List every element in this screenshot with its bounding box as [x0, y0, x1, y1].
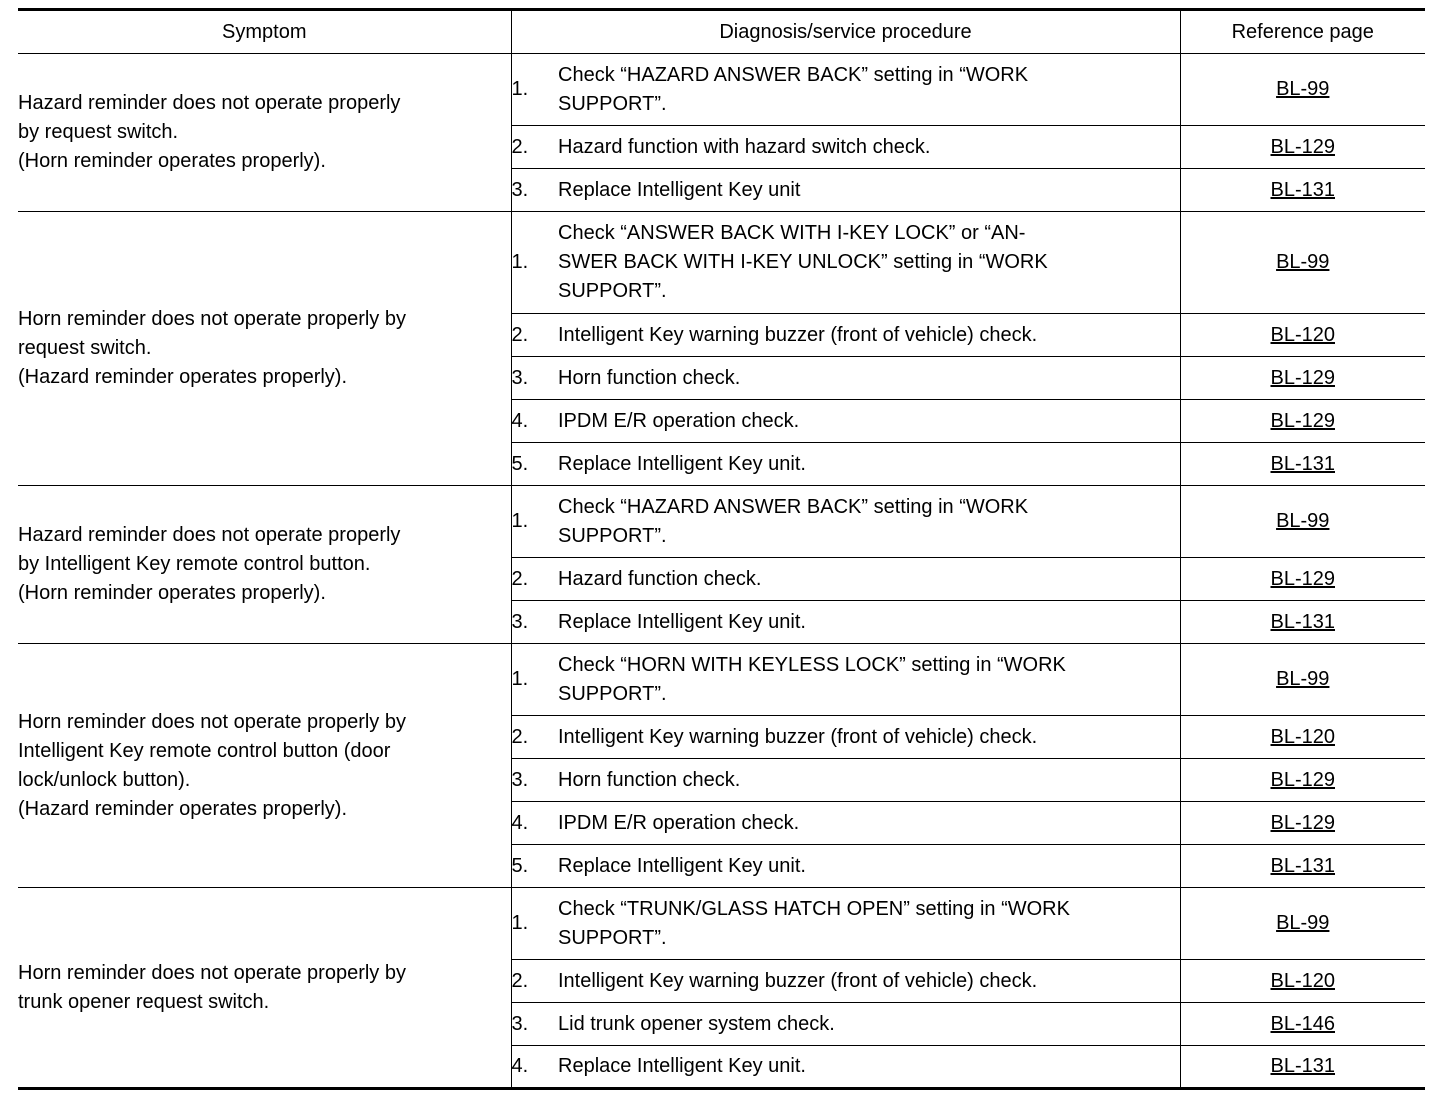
procedure-cell: [558, 54, 1180, 126]
procedure-line: Replace Intelligent Key unit: [558, 178, 801, 201]
procedure-line: Check “TRUNK/GLASS HATCH OPEN” setting in “WORK: [558, 897, 1070, 920]
symptom-line: by request switch.: [18, 121, 179, 143]
procedure-cell: [558, 212, 1180, 314]
step-number: 1.: [511, 212, 558, 314]
symptom-line: Hazard reminder does not operate properly: [18, 524, 401, 546]
reference-link[interactable]: BL-129: [1270, 768, 1335, 791]
symptom-line: (Horn reminder operates properly).: [18, 582, 326, 604]
procedure-line: Check “ANSWER BACK WITH I-KEY LOCK” or “AN-: [558, 222, 1026, 244]
step-number: 2.: [511, 126, 558, 169]
procedure-line: Lid trunk opener system check.: [558, 1012, 835, 1035]
procedure-cell: [558, 960, 1180, 1003]
procedure-cell: [558, 126, 1180, 169]
symptom-line: Intelligent Key remote control button (door: [18, 739, 391, 762]
step-number: 4.: [511, 802, 558, 845]
symptom-cell: [18, 54, 511, 212]
reference-cell: [1180, 443, 1425, 486]
procedure-cell: [558, 845, 1180, 888]
reference-link[interactable]: BL-129: [1270, 567, 1335, 590]
reference-link[interactable]: BL-99: [1276, 510, 1330, 532]
table-row: [18, 888, 1425, 960]
procedure-line: Hazard function check.: [558, 567, 762, 590]
reference-cell: [1180, 400, 1425, 443]
procedure-line: Check “HAZARD ANSWER BACK” setting in “WORK: [558, 495, 1029, 518]
reference-cell: [1180, 759, 1425, 802]
symptom-line: lock/unlock button).: [18, 768, 191, 791]
reference-cell: [1180, 644, 1425, 716]
table-row: [18, 644, 1425, 716]
reference-link[interactable]: BL-99: [1276, 78, 1330, 100]
symptom-line: by Intelligent Key remote control button.: [18, 553, 371, 575]
reference-cell: [1180, 845, 1425, 888]
procedure-line: Horn function check.: [558, 768, 741, 791]
symptom-cell: [18, 888, 511, 1089]
procedure-cell: [558, 1046, 1180, 1089]
reference-cell: [1180, 54, 1425, 126]
symptom-line: Horn reminder does not operate properly by: [18, 308, 406, 330]
procedure-cell: [558, 601, 1180, 644]
procedure-cell: [558, 357, 1180, 400]
diagnosis-table: [18, 8, 1425, 1090]
reference-link[interactable]: BL-129: [1270, 366, 1335, 389]
symptom-line: (Hazard reminder operates properly).: [18, 366, 348, 388]
table-row: [18, 486, 1425, 558]
table-body: [18, 54, 1425, 1089]
procedure-cell: [558, 1003, 1180, 1046]
reference-cell: [1180, 126, 1425, 169]
reference-link[interactable]: BL-99: [1276, 668, 1330, 690]
step-number: 5.: [511, 443, 558, 486]
procedure-line: Intelligent Key warning buzzer (front of vehicle) check.: [558, 969, 1038, 992]
procedure-line: Replace Intelligent Key unit.: [558, 452, 806, 475]
procedure-cell: [558, 716, 1180, 759]
reference-cell: [1180, 169, 1425, 212]
reference-link[interactable]: BL-120: [1270, 323, 1335, 346]
reference-link[interactable]: BL-131: [1270, 1055, 1335, 1077]
procedure-line: SWER BACK WITH I-KEY UNLOCK” setting in “WORK: [558, 251, 1048, 273]
procedure-line: SUPPORT”.: [558, 682, 667, 705]
step-number: 2.: [511, 314, 558, 357]
reference-link[interactable]: BL-146: [1270, 1012, 1335, 1035]
procedure-cell: [558, 558, 1180, 601]
symptom-cell: [18, 644, 511, 888]
reference-link[interactable]: BL-131: [1270, 854, 1335, 877]
header-reference: Reference page: [1180, 10, 1425, 54]
reference-cell: [1180, 314, 1425, 357]
procedure-line: Hazard function with hazard switch check.: [558, 135, 931, 158]
procedure-line: Replace Intelligent Key unit.: [558, 1055, 806, 1077]
reference-cell: [1180, 716, 1425, 759]
symptom-line: (Hazard reminder operates properly).: [18, 797, 348, 820]
procedure-cell: [558, 400, 1180, 443]
procedure-cell: [558, 314, 1180, 357]
step-number: 1.: [511, 888, 558, 960]
reference-cell: [1180, 960, 1425, 1003]
procedure-cell: [558, 443, 1180, 486]
procedure-cell: [558, 169, 1180, 212]
procedure-cell: [558, 888, 1180, 960]
procedure-cell: [558, 759, 1180, 802]
procedure-line: SUPPORT”.: [558, 926, 667, 949]
reference-link[interactable]: BL-120: [1270, 725, 1335, 748]
step-number: 1.: [511, 54, 558, 126]
procedure-line: Intelligent Key warning buzzer (front of vehicle) check.: [558, 323, 1038, 346]
procedure-line: IPDM E/R operation check.: [558, 409, 800, 432]
procedure-cell: [558, 486, 1180, 558]
step-number: 1.: [511, 644, 558, 716]
procedure-line: Check “HAZARD ANSWER BACK” setting in “WORK: [558, 63, 1029, 86]
symptom-line: trunk opener request switch.: [18, 990, 270, 1013]
symptom-cell: [18, 486, 511, 644]
procedure-line: SUPPORT”.: [558, 92, 667, 115]
reference-cell: [1180, 802, 1425, 845]
header-procedure: Diagnosis/service procedure: [511, 10, 1180, 54]
reference-cell: [1180, 212, 1425, 314]
step-number: 2.: [511, 960, 558, 1003]
symptom-cell: [18, 212, 511, 486]
procedure-line: SUPPORT”.: [558, 280, 667, 302]
reference-cell: [1180, 888, 1425, 960]
step-number: 3.: [511, 169, 558, 212]
procedure-line: Check “HORN WITH KEYLESS LOCK” setting in “WORK: [558, 653, 1066, 676]
procedure-cell: [558, 644, 1180, 716]
reference-link[interactable]: BL-131: [1270, 452, 1335, 475]
reference-link[interactable]: BL-131: [1270, 610, 1335, 633]
reference-link[interactable]: BL-129: [1270, 135, 1335, 158]
procedure-cell: [558, 802, 1180, 845]
header-row: [18, 10, 1425, 54]
step-number: 4.: [511, 400, 558, 443]
procedure-line: Intelligent Key warning buzzer (front of vehicle) check.: [558, 725, 1038, 748]
procedure-line: Replace Intelligent Key unit.: [558, 610, 806, 633]
reference-cell: [1180, 558, 1425, 601]
reference-link[interactable]: BL-129: [1270, 409, 1335, 432]
reference-link[interactable]: BL-129: [1270, 811, 1335, 834]
procedure-line: SUPPORT”.: [558, 524, 667, 547]
procedure-line: Horn function check.: [558, 366, 741, 389]
step-number: 2.: [511, 716, 558, 759]
step-number: 5.: [511, 845, 558, 888]
reference-link[interactable]: BL-131: [1270, 178, 1335, 201]
reference-cell: [1180, 486, 1425, 558]
step-number: 3.: [511, 357, 558, 400]
reference-cell: [1180, 601, 1425, 644]
table-row: [18, 54, 1425, 126]
step-number: 3.: [511, 759, 558, 802]
step-number: 2.: [511, 558, 558, 601]
reference-link[interactable]: BL-120: [1270, 969, 1335, 992]
reference-cell: [1180, 1003, 1425, 1046]
symptom-line: Hazard reminder does not operate properly: [18, 92, 401, 114]
reference-cell: [1180, 357, 1425, 400]
reference-link[interactable]: BL-99: [1276, 251, 1330, 273]
step-number: 3.: [511, 1003, 558, 1046]
symptom-line: Horn reminder does not operate properly by: [18, 961, 406, 984]
reference-cell: [1180, 1046, 1425, 1089]
step-number: 3.: [511, 601, 558, 644]
procedure-line: IPDM E/R operation check.: [558, 811, 800, 834]
table-row: [18, 212, 1425, 314]
step-number: 1.: [511, 486, 558, 558]
symptom-line: (Horn reminder operates properly).: [18, 150, 326, 172]
symptom-line: request switch.: [18, 337, 152, 359]
symptom-line: Horn reminder does not operate properly by: [18, 710, 406, 733]
header-symptom: Symptom: [18, 10, 511, 54]
procedure-line: Replace Intelligent Key unit.: [558, 854, 806, 877]
step-number: 4.: [511, 1046, 558, 1089]
reference-link[interactable]: BL-99: [1276, 912, 1330, 934]
